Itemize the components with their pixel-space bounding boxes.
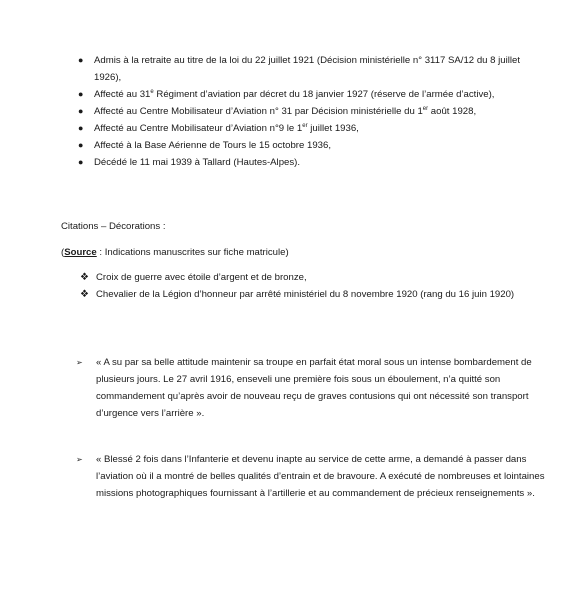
bullet-icon: ● <box>78 106 84 116</box>
list-item: ● Affecté à la Base Aérienne de Tours le 15 octobre 1936, <box>66 137 526 154</box>
citation-quote: ➢ « Blessé 2 fois dans l’Infanterie et devenu inapte au service de cette arme, a demandé à passer dans l’aviation où il a montré de belles qualités d’entrain et de bravoure. A exécuté de nombreuses et lointaines missions photographiques fournissant à l’artillerie et au commandement de précieux renseignements ». <box>76 451 556 502</box>
arrowhead-bullet-icon: ➢ <box>76 358 83 367</box>
source-label: Source <box>64 247 97 258</box>
citation-quote: ➢ « A su par sa belle attitude maintenir sa troupe en parfait état moral sous un intense bombardement de plusieurs jours. Le 27 avril 1916, enseveli une première fois sous un éboulement, n’a quitté son commandement qu’après avoir de nouveau reçu de graves contusions qui ont nécessité son transport d’urgence vers l’arrière ». <box>76 354 556 422</box>
list-item: ● Admis à la retraite au titre de la loi du 22 juillet 1921 (Décision ministérielle n° 3117 SA/12 du 8 juillet 1926), <box>66 52 526 86</box>
arrowhead-bullet-icon: ➢ <box>76 455 83 464</box>
bullet-icon: ● <box>78 123 84 133</box>
career-list <box>66 52 526 171</box>
bullet-icon: ● <box>78 55 84 65</box>
bullet-icon: ● <box>78 140 84 150</box>
diamond-bullet-icon: ❖ <box>80 272 89 283</box>
list-item: ● Affecté au 31e Régiment d’aviation par décret du 18 janvier 1927 (réserve de l’armée d’active), <box>66 86 526 103</box>
bullet-icon: ● <box>78 157 84 167</box>
list-item: ● Affecté au Centre Mobilisateur d’Aviation n° 31 par Décision ministérielle du 1er août 1928, <box>66 103 526 120</box>
list-item: ❖ Chevalier de la Légion d’honneur par arrêté ministériel du 8 novembre 1920 (rang du 16 juin 1920) <box>80 286 530 303</box>
list-item: ❖ Croix de guerre avec étoile d’argent et de bronze, <box>80 269 530 286</box>
decorations-list <box>80 269 530 303</box>
citations-heading: Citations – Décorations : <box>61 221 166 232</box>
list-item: ● Décédé le 11 mai 1939 à Tallard (Hautes-Alpes). <box>66 154 526 171</box>
diamond-bullet-icon: ❖ <box>80 289 89 300</box>
list-item: ● Affecté au Centre Mobilisateur d’Aviation n°9 le 1er juillet 1936, <box>66 120 526 137</box>
bullet-icon: ● <box>78 89 84 99</box>
source-line: (Source : Indications manuscrites sur fiche matricule) <box>61 247 289 258</box>
